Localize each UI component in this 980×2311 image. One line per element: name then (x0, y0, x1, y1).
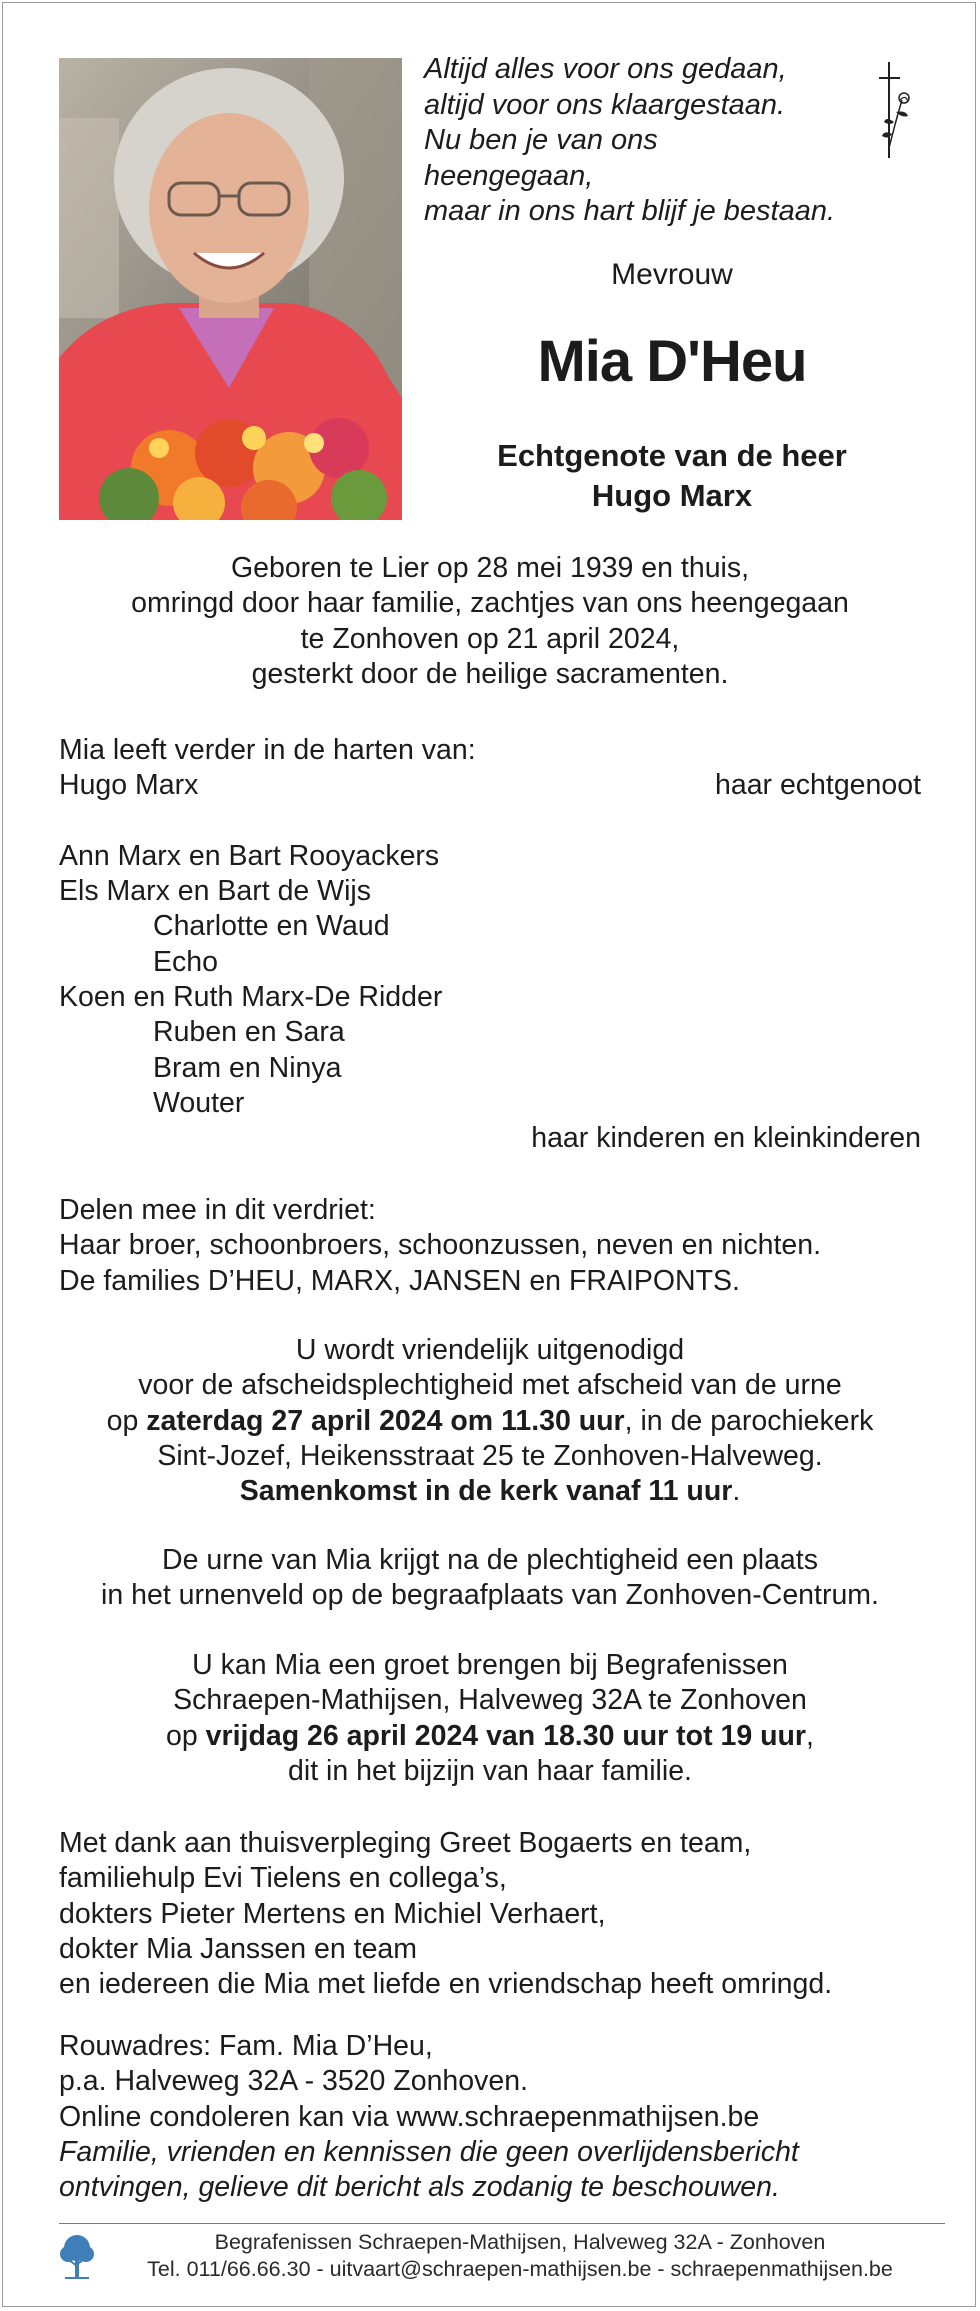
text-line: U wordt vriendelijk uitgenodigd (295, 1334, 685, 1366)
footer (100, 2229, 940, 2283)
visit-date: vrijdag 26 april 2024 van 18.30 uur tot 19 uur (205, 1719, 807, 1752)
condolence-link-line: Online condoleren kan via www.schraepenmathijsen.be (59, 2100, 760, 2133)
text-line: Geboren te Lier op 28 mei 1939 en thuis, (230, 552, 750, 584)
family-member: Echo (153, 945, 218, 978)
spouse-role: haar echtgenoot (715, 769, 921, 802)
text-line: Sint-Jozef, Heikensstraat 25 te Zonhoven-Halveweg. (157, 1439, 823, 1472)
cross-with-rose-icon (876, 60, 916, 160)
poem-line: altijd voor ons klaargestaan. (424, 88, 786, 121)
text-segment: , (806, 1719, 814, 1752)
text-segment: . (732, 1475, 741, 1508)
spouse-name: Hugo Marx (59, 769, 199, 802)
ceremony-date: zaterdag 27 april 2024 om 11.30 uur (146, 1404, 625, 1437)
text-line: Delen mee in dit verdriet: (59, 1194, 376, 1226)
family-member: Charlotte en Waud (153, 910, 390, 943)
grief-section (59, 1193, 921, 1299)
family-member: Wouter (153, 1086, 245, 1119)
text-line: familiehulp Evi Tielens en collega’s, (59, 1862, 507, 1895)
text-line: en iedereen die Mia met liefde en vriendschap heeft omringd. (59, 1968, 833, 2001)
poem-line: Nu ben je van ons (424, 124, 658, 156)
family-member: Ann Marx en Bart Rooyackers (59, 839, 440, 872)
poem-line: Altijd alles voor ons gedaan, (424, 53, 787, 85)
text-line: De families D’HEU, MARX, JANSEN en FRAIPONTS. (59, 1264, 740, 1297)
text-line: dokter Mia Janssen en team (59, 1932, 418, 1965)
text-line: Rouwadres: Fam. Mia D’Heu, (59, 2030, 433, 2062)
spouse-row (59, 768, 921, 803)
visit-section (59, 1648, 921, 1789)
text-line: te Zonhoven op 21 april 2024, (300, 622, 680, 655)
footer-line: Begrafenissen Schraepen-Mathijsen, Halveweg 32A - Zonhoven (214, 2230, 826, 2254)
text-line: in het urnenveld op de begraafplaats van Zonhoven-Centrum. (101, 1579, 879, 1612)
address-section (59, 2029, 921, 2205)
poem (424, 52, 884, 230)
family-member: Ruben en Sara (153, 1016, 345, 1049)
text-line: omringd door haar familie, zachtjes van ons heengegaan (131, 587, 849, 620)
text-segment: op (106, 1404, 147, 1437)
family-member: Bram en Ninya (153, 1051, 342, 1084)
ceremony-section (59, 1333, 921, 1509)
family-section (59, 733, 921, 1157)
text-line: Schraepen-Mathijsen, Halveweg 32A te Zonhoven (173, 1684, 807, 1717)
text-line: De urne van Mia krijgt na de plechtigheid een plaats (162, 1544, 818, 1576)
salutation: Mevrouw (611, 258, 733, 291)
thanks-section (59, 1826, 921, 2002)
text-line: Met dank aan thuisverpleging Greet Bogaerts en team, (59, 1827, 752, 1859)
text-line: ontvingen, gelieve dit bericht als zodanig te beschouwen. (59, 2171, 780, 2204)
gathering-time: Samenkomst in de kerk vanaf 11 uur (239, 1475, 733, 1508)
spouse-line: Echtgenote van de heer (497, 438, 847, 473)
poem-line: heengegaan, (424, 159, 594, 192)
ceremony-date-line (59, 1404, 921, 1439)
deceased-name: Mia D'Heu (537, 329, 807, 394)
family-intro: Mia leeft verder in de harten van: (59, 734, 476, 766)
text-line: U kan Mia een groet brengen bij Begrafenissen (192, 1649, 788, 1681)
poem-line: maar in ons hart blijf je bestaan. (424, 195, 836, 227)
text-line: dit in het bijzijn van haar familie. (288, 1754, 692, 1787)
spouse-line: Hugo Marx (591, 478, 753, 513)
footer-divider (59, 2223, 945, 2224)
children-role: haar kinderen en kleinkinderen (531, 1122, 921, 1155)
gathering-line (59, 1474, 921, 1509)
text-segment: op (166, 1719, 206, 1752)
text-line: voor de afscheidsplechtigheid met afscheid van de urne (138, 1369, 842, 1402)
family-member: Koen en Ruth Marx-De Ridder (59, 981, 443, 1014)
text-segment: , in de parochiekerk (624, 1404, 874, 1437)
spouse-section (412, 436, 932, 516)
family-member: Els Marx en Bart de Wijs (59, 875, 371, 908)
footer-line: Tel. 011/66.66.30 - uitvaart@schraepen-mathijsen.be - schraepenmathijsen.be (147, 2257, 893, 2281)
text-line: p.a. Halveweg 32A - 3520 Zonhoven. (59, 2065, 528, 2098)
urn-section (59, 1543, 921, 1614)
text-line: dokters Pieter Mertens en Michiel Verhaert, (59, 1897, 606, 1930)
birth-death-section (59, 551, 921, 692)
text-line: Familie, vrienden en kennissen die geen overlijdensbericht (59, 2135, 799, 2168)
text-line: gesterkt door de heilige sacramenten. (251, 657, 729, 690)
text-line: Haar broer, schoonbroers, schoonzussen, neven en nichten. (59, 1229, 822, 1262)
visit-date-line (59, 1719, 921, 1754)
tree-logo-icon (57, 2232, 97, 2282)
portrait-photo (59, 58, 402, 520)
